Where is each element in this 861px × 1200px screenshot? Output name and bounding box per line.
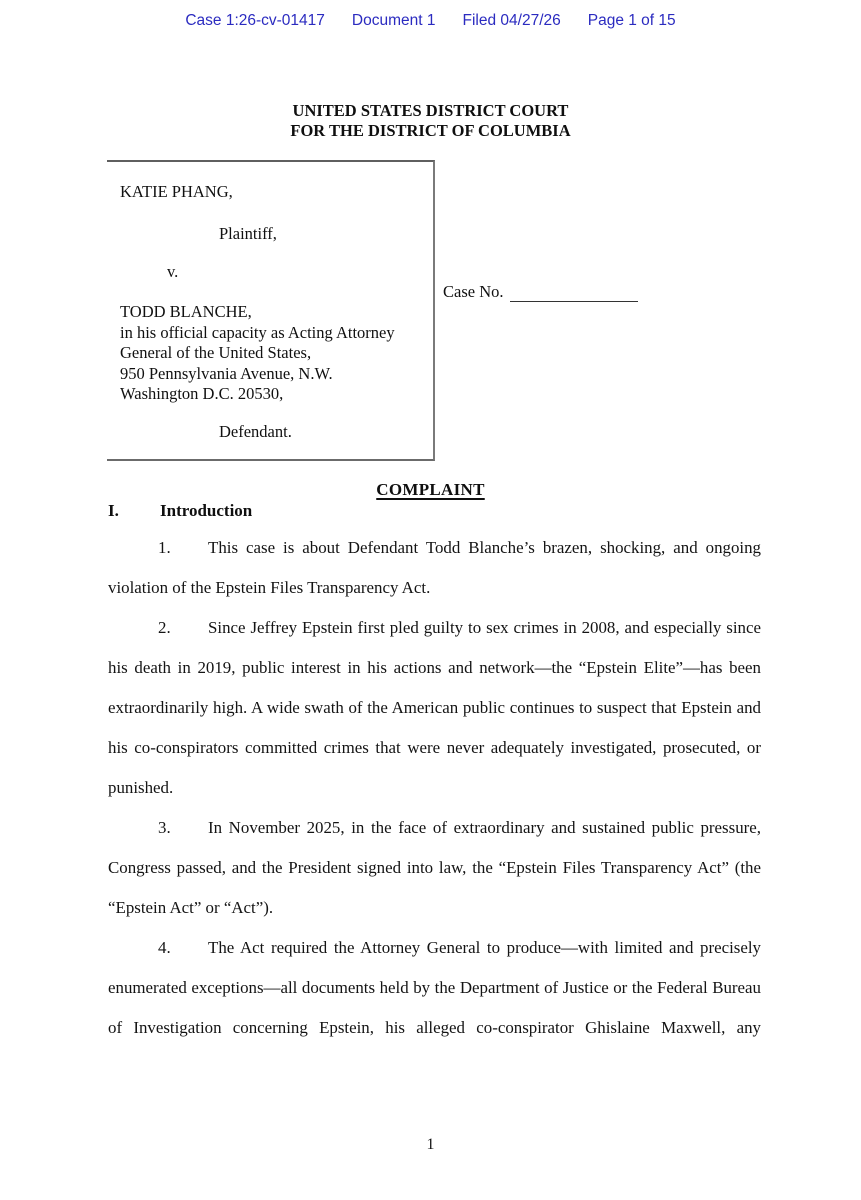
page-number: 1 xyxy=(426,1136,435,1153)
paragraph-4-number: 4. xyxy=(158,938,171,957)
paragraph-1-text: This case is about Defendant Todd Blanche’s brazen, shocking, and ongoing violation of the Epstein Files Transparency Act. xyxy=(108,538,761,597)
court-title-line-1: UNITED STATES DISTRICT COURT xyxy=(292,101,569,120)
plaintiff-name: KATIE PHANG, xyxy=(120,182,233,201)
ecf-document-number: Document 1 xyxy=(351,12,436,29)
paragraph-3-text: In November 2025, in the face of extraordinary and sustained public pressure, Congress passed, and the President signed into law, the “Epstein Files Transparency Act” (the “Epstein Act” or “Act”). xyxy=(108,818,761,917)
defendant-designation: Defendant. xyxy=(219,422,292,441)
case-number-blank-line xyxy=(510,282,638,302)
ecf-case-number: Case 1:26-cv-01417 xyxy=(185,12,325,29)
defendant-name: TODD BLANCHE, xyxy=(120,302,252,321)
paragraph-2 xyxy=(108,608,761,808)
case-number-label: Case No. xyxy=(443,282,504,301)
ecf-stamp-header xyxy=(0,12,861,30)
section-title: Introduction xyxy=(160,501,253,520)
defendant-address-line-2: Washington D.C. 20530, xyxy=(120,384,284,403)
paragraph-2-text: Since Jeffrey Epstein first pled guilty to sex crimes in 2008, and especially since his death in 2019, public interest in his actions and network—the “Epstein Elite”—has been extraordinarily high. A wide swath of the American public continues to suspect that Epstein and his co-conspirators committed crimes that were never adequately investigated, prosecuted, or punished. xyxy=(108,618,761,797)
defendant-block xyxy=(120,302,395,405)
paragraph-2-number: 2. xyxy=(158,618,171,637)
case-number-line xyxy=(443,282,638,302)
section-heading-introduction xyxy=(108,501,252,521)
defendant-capacity-line-2: General of the United States, xyxy=(120,343,312,362)
court-title xyxy=(0,101,861,140)
court-title-line-2: FOR THE DISTRICT OF COLUMBIA xyxy=(290,120,571,140)
plaintiff-designation: Plaintiff, xyxy=(219,224,277,243)
paragraph-3 xyxy=(108,808,761,928)
complaint-heading: COMPLAINT xyxy=(376,480,485,499)
defendant-address-line-1: 950 Pennsylvania Avenue, N.W. xyxy=(120,363,333,383)
complaint-body xyxy=(108,528,761,1048)
ecf-filed-date: Filed 04/27/26 xyxy=(462,12,561,29)
versus-label: v. xyxy=(167,262,179,281)
paragraph-3-number: 3. xyxy=(158,818,171,837)
case-caption-box xyxy=(107,160,435,461)
paragraph-1 xyxy=(108,528,761,608)
ecf-page-count: Page 1 of 15 xyxy=(587,12,676,29)
paragraph-4-text: The Act required the Attorney General to produce—with limited and precisely enumerated exceptions—all documents held by the Department of Justice or the Federal Bureau of Investigation concerning Epstein, his alleged co-conspirator Ghislaine Maxwell, any xyxy=(108,938,761,1037)
paragraph-1-number: 1. xyxy=(158,538,171,557)
defendant-capacity-line-1: in his official capacity as Acting Attorney xyxy=(120,322,395,342)
paragraph-4 xyxy=(108,928,761,1048)
section-number: I. xyxy=(108,501,119,520)
